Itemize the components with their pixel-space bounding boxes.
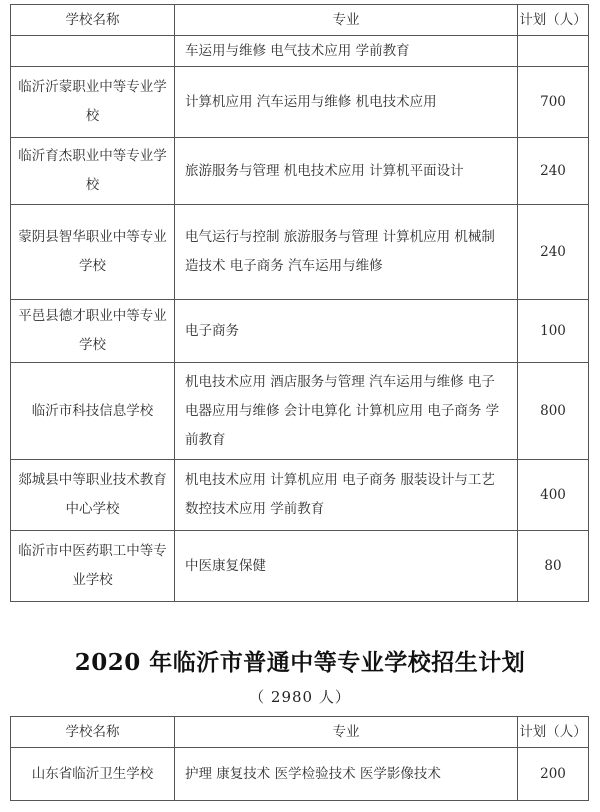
plan-cell: 700 (518, 67, 589, 138)
section-subtitle: （ 2980 人） (249, 688, 351, 706)
plan-cell: 240 (518, 205, 589, 300)
plan-cell: 200 (518, 748, 589, 801)
major-cell: 旅游服务与管理 机电技术应用 计算机平面设计 (175, 138, 518, 205)
plan-cell: 240 (518, 138, 589, 205)
table-header-row (11, 717, 589, 748)
plan-cell: 80 (518, 531, 589, 602)
table-row (11, 460, 589, 531)
section-title: 2020 年临沂市普通中等专业学校招生计划 (74, 649, 526, 676)
header-plan: 计划（人） (518, 717, 589, 748)
plan-cell-empty (518, 36, 589, 67)
table-header-row (11, 5, 589, 36)
school-cell: 临沂市中医药职工中等专业学校 (11, 531, 175, 602)
school-cell: 临沂沂蒙职业中等专业学校 (11, 67, 175, 138)
vocational-schools-table (10, 4, 589, 602)
table-row (11, 748, 589, 801)
major-cell: 电子商务 (175, 300, 518, 363)
school-cell: 临沂市科技信息学校 (11, 363, 175, 460)
major-cell: 电气运行与控制 旅游服务与管理 计算机应用 机械制造技术 电子商务 汽车运用与维修 (175, 205, 518, 300)
header-plan: 计划（人） (518, 5, 589, 36)
school-cell: 蒙阴县智华职业中等专业学校 (11, 205, 175, 300)
school-cell: 郯城县中等职业技术教育中心学校 (11, 460, 175, 531)
major-cell: 车运用与维修 电气技术应用 学前教育 (175, 36, 518, 67)
major-cell: 机电技术应用 计算机应用 电子商务 服装设计与工艺 数控技术应用 学前教育 (175, 460, 518, 531)
table-row (11, 67, 589, 138)
header-major: 专业 (175, 5, 518, 36)
header-major: 专业 (175, 717, 518, 748)
plan-cell: 800 (518, 363, 589, 460)
major-cell: 计算机应用 汽车运用与维修 机电技术应用 (175, 67, 518, 138)
general-schools-table (10, 716, 589, 801)
header-school-name: 学校名称 (11, 717, 175, 748)
table-row (11, 205, 589, 300)
school-cell-empty (11, 36, 175, 67)
header-school-name: 学校名称 (11, 5, 175, 36)
plan-cell: 100 (518, 300, 589, 363)
school-cell: 平邑县德才职业中等专业学校 (11, 300, 175, 363)
table-row (11, 300, 589, 363)
school-cell: 临沂育杰职业中等专业学校 (11, 138, 175, 205)
major-cell: 机电技术应用 酒店服务与管理 汽车运用与维修 电子电器应用与维修 会计电算化 计算机应用 电子商务 学前教育 (175, 363, 518, 460)
major-cell: 护理 康复技术 医学检验技术 医学影像技术 (175, 748, 518, 801)
table-row (11, 363, 589, 460)
table-row (11, 138, 589, 205)
table-row-continuation (11, 36, 589, 67)
school-cell: 山东省临沂卫生学校 (11, 748, 175, 801)
table-row (11, 531, 589, 602)
plan-cell: 400 (518, 460, 589, 531)
major-cell: 中医康复保健 (175, 531, 518, 602)
